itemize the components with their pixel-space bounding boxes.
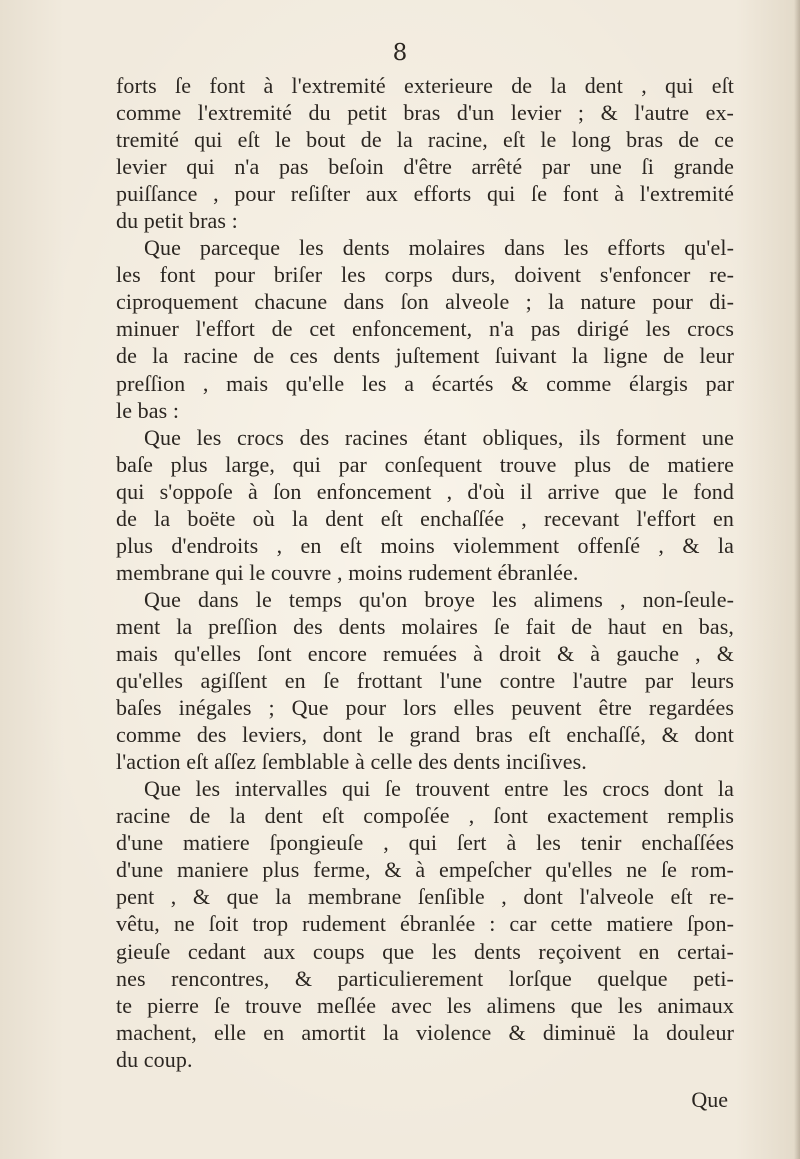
text-line: qui s'oppoſe à ſon enfoncement , d'où il arrive que le fond [116,478,734,504]
text-line: racine de la dent eſt compoſée , ſont exactement remplis [116,803,734,829]
page-edge-shadow [794,0,800,1159]
text-line: Que les crocs des racines étant obliques, ils forment une [144,424,734,450]
text-line: machent, elle en amortit la violence & diminuë la douleur [116,1019,734,1045]
text-line: de la boëte où la dent eſt enchaſſée , recevant l'effort en [116,505,734,531]
body-text [116,72,734,1073]
text-line: vêtu, ne ſoit trop rudement ébranlée : car cette matiere ſpon- [116,911,734,937]
text-line: te pierre ſe trouve meſlée avec les alimens que les animaux [116,992,734,1018]
text-line: baſe plus large, qui par conſequent trouve plus de matiere [116,451,734,477]
catchword: Que [691,1087,728,1112]
text-line: Que parceque les dents molaires dans les efforts qu'el- [144,235,734,261]
text-line: l'action eſt aſſez ſemblable à celle des dents inciſives. [116,749,587,775]
text-line: comme des leviers, dont le grand bras eſt enchaſſé, & dont [116,722,734,748]
text-line: mais qu'elles ſont encore remuées à droit & à gauche , & [116,640,734,666]
text-line: ciproquement chacune dans ſon alveole ; la nature pour di- [116,289,734,315]
text-line: d'une maniere plus ferme, & à empeſcher qu'elles ne ſe rom- [116,857,734,883]
text-line: membrane qui le couvre , moins rudement ébranlée. [116,559,579,585]
text-line: nes rencontres, & particulierement lorſque quelque peti- [116,965,734,991]
text-line: levier qui n'a pas beſoin d'être arrêté par une ſi grande [116,154,734,180]
text-line: du coup. [116,1046,193,1072]
text-line: gieuſe cedant aux coups que les dents reçoivent en certai- [116,938,734,964]
text-line: puiſſance , pour reſiſter aux efforts qui ſe font à l'extremité [116,181,734,207]
text-line: du petit bras : [116,208,238,234]
text-line: preſſion , mais qu'elle les a écartés & comme élargis par [116,370,734,396]
text-line: comme l'extremité du petit bras d'un levier ; & l'autre ex- [116,100,734,126]
text-line: pent , & que la membrane ſenſible , dont l'alveole eſt re- [116,884,734,910]
text-line: plus d'endroits , en eſt moins violemment offenſé , & la [116,532,734,558]
page-number: 8 [392,40,408,66]
text-line: de la racine de ces dents juſtement ſuivant la ligne de leur [116,343,734,369]
text-line: ment la preſſion des dents molaires ſe fait de haut en bas, [116,613,734,639]
text-line: baſes inégales ; Que pour lors elles peuvent être regardées [116,695,734,721]
text-line: Que les intervalles qui ſe trouvent entre les crocs dont la [144,776,734,802]
text-line: Que dans le temps qu'on broye les alimens , non-ſeule- [144,586,734,612]
text-line: les font pour briſer les corps durs, doivent s'enfoncer re- [116,262,734,288]
text-line: tremité qui eſt le bout de la racine, eſt le long bras de ce [116,127,734,153]
text-line: forts ſe font à l'extremité exterieure de la dent , qui eſt [116,73,734,98]
text-line: qu'elles agiſſent en ſe frottant l'une contre l'autre par leurs [116,668,734,694]
text-line: le bas : [116,397,180,423]
text-line: minuer l'effort de cet enfoncement, n'a pas dirigé les crocs [116,316,734,342]
text-line: d'une matiere ſpongieuſe , qui ſert à les tenir enchaſſées [116,830,734,856]
